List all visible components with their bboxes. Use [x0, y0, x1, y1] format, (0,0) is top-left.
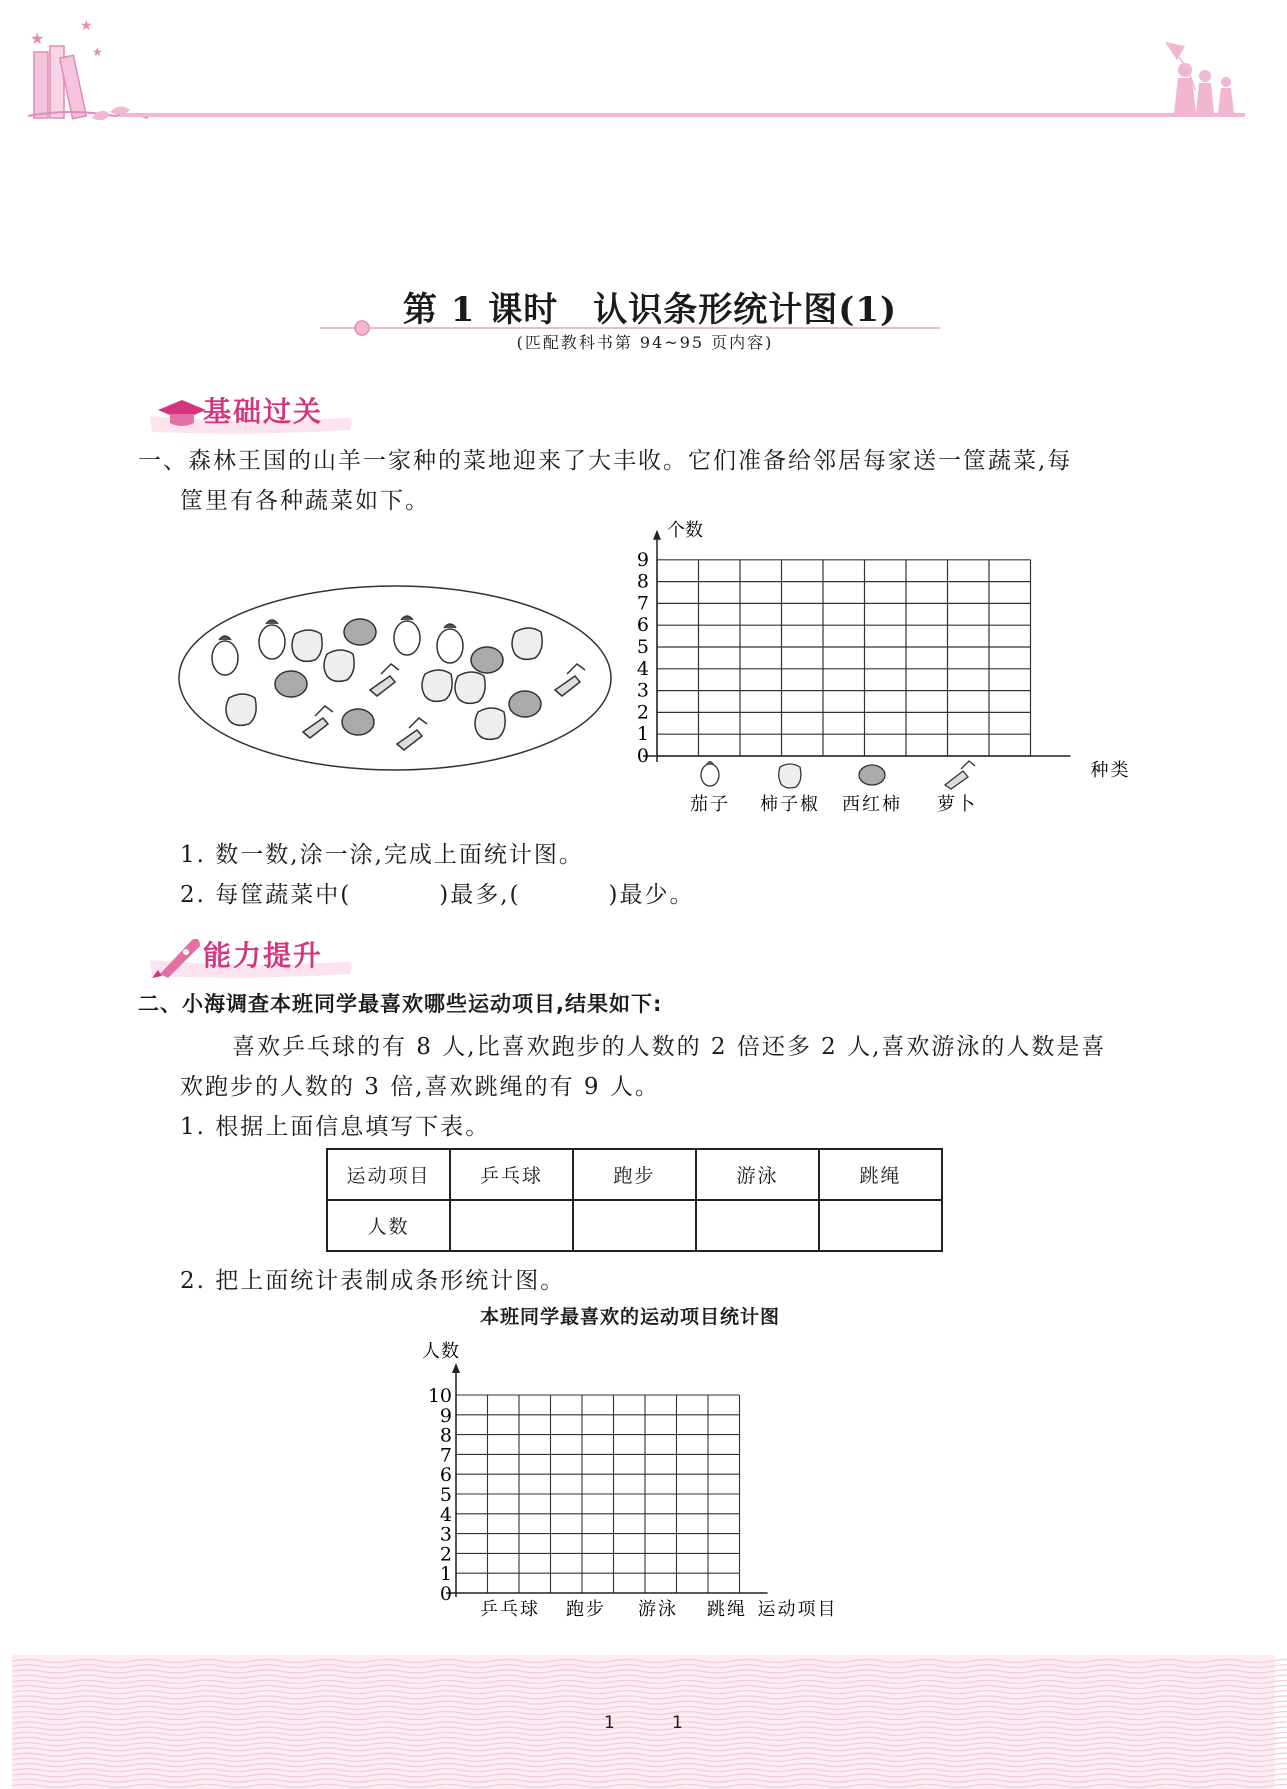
x-tick-label: 游泳 [638, 1599, 678, 1620]
y-axis-arrow [653, 530, 661, 540]
y-tick-label: 1 [636, 723, 649, 746]
q1-sub2-part-b: )最多,( [439, 882, 521, 908]
table-input-cell[interactable] [450, 1200, 573, 1251]
table-header-cell: 跑步 [573, 1149, 696, 1200]
sports-table [326, 1148, 943, 1252]
x-axis-label: 种类 [1090, 760, 1131, 781]
x-tick-label: 柿子椒 [760, 794, 820, 815]
table-header-cell: 运动项目 [327, 1149, 450, 1200]
table-input-cell[interactable] [696, 1200, 819, 1251]
sports-chart-title: 本班同学最喜欢的运动项目统计图 [479, 1306, 780, 1328]
header-decoration [0, 0, 1287, 140]
sports-bar-chart [420, 1332, 920, 1632]
y-axis-label: 个数 [667, 519, 703, 541]
section-advanced-label: 能力提升 [203, 939, 324, 972]
x-tick-label: 跑步 [566, 1599, 606, 1620]
y-tick-label: 2 [636, 701, 649, 724]
y-tick-label: 5 [636, 636, 649, 658]
table-header-row [327, 1149, 942, 1200]
y-tick-label: 9 [439, 1404, 452, 1427]
lesson-subtitle: (匹配教科书第 94~95 页内容) [516, 333, 774, 352]
y-tick-label: 3 [636, 679, 649, 702]
y-tick-label: 7 [636, 592, 649, 615]
footer-wave-band [12, 1655, 1275, 1789]
x-tick-label: 萝卜 [937, 794, 977, 815]
page-number-right: 1 [672, 1713, 683, 1733]
q1-line2: 筐里有各种蔬菜如下。 [180, 488, 430, 514]
y-tick-label: 6 [439, 1464, 452, 1487]
table-input-cell[interactable] [819, 1200, 942, 1251]
y-tick-label: 3 [439, 1523, 452, 1546]
y-tick-label: 6 [636, 614, 649, 637]
x-tick-label: 西红柿 [842, 794, 902, 815]
q2-sub2: 2. 把上面统计表制成条形统计图。 [180, 1268, 566, 1294]
y-tick-label: 0 [636, 745, 649, 767]
vegetable-bar-chart [610, 518, 1131, 818]
q2-head: 二、小海调查本班同学最喜欢哪些运动项目,结果如下: [138, 992, 663, 1016]
y-tick-label: 8 [439, 1424, 452, 1447]
x-axis-label: 运动项目 [757, 1599, 838, 1620]
category-icon [859, 765, 885, 785]
svg-text:★: ★ [92, 45, 103, 59]
q1-sub1: 1. 数一数,涂一涂,完成上面统计图。 [180, 842, 584, 868]
table-row [327, 1200, 942, 1251]
y-tick-label: 2 [439, 1543, 452, 1566]
table-row-label: 人数 [327, 1200, 450, 1251]
y-tick-label: 10 [427, 1385, 452, 1407]
lesson-title: 第 1 课时 认识条形统计图(1) [402, 290, 898, 330]
y-tick-label: 4 [439, 1503, 452, 1526]
y-tick-label: 4 [636, 657, 649, 680]
q1-line1: 一、森林王国的山羊一家种的菜地迎来了大丰收。它们准备给邻居每家送一筐蔬菜,每 [138, 448, 1073, 474]
books-logo-icon [28, 18, 148, 120]
q2-para1: 喜欢乒乓球的有 8 人,比喜欢跑步的人数的 2 倍还多 2 人,喜欢游泳的人数是喜 [232, 1034, 1107, 1060]
table-header-cell: 跳绳 [819, 1149, 942, 1200]
y-tick-label: 0 [439, 1583, 452, 1605]
q1-sub2-part-a: 2. 每筐蔬菜中( [180, 882, 352, 908]
vegetable-basket [175, 582, 615, 774]
category-icon [779, 764, 801, 788]
y-tick-label: 5 [439, 1484, 452, 1506]
section-basic-label: 基础过关 [203, 395, 324, 428]
x-tick-label: 跳绳 [707, 1599, 747, 1620]
table-input-cell[interactable] [573, 1200, 696, 1251]
svg-text:★: ★ [30, 29, 45, 48]
x-tick-label: 乒乓球 [480, 1599, 540, 1620]
y-tick-label: 1 [439, 1563, 452, 1586]
table-header-cell: 乒乓球 [450, 1149, 573, 1200]
table-header-cell: 游泳 [696, 1149, 819, 1200]
q2-para2: 欢跑步的人数的 3 倍,喜欢跳绳的有 9 人。 [180, 1074, 660, 1100]
q1-sub2 [180, 876, 694, 909]
family-kite-icon [1165, 42, 1234, 113]
category-icon [701, 761, 719, 786]
x-tick-label: 茄子 [690, 794, 730, 815]
y-tick-label: 8 [636, 570, 649, 593]
q2-sub1: 1. 根据上面信息填写下表。 [180, 1114, 491, 1140]
y-axis-arrow [452, 1363, 460, 1373]
svg-text:★: ★ [80, 18, 93, 34]
y-axis-label: 人数 [422, 1341, 460, 1362]
category-icon [945, 761, 975, 789]
y-tick-label: 7 [439, 1444, 452, 1467]
y-tick-label: 9 [636, 548, 649, 571]
q1-sub2-part-c: )最少。 [608, 882, 695, 908]
page-number-left: 1 [604, 1713, 615, 1733]
